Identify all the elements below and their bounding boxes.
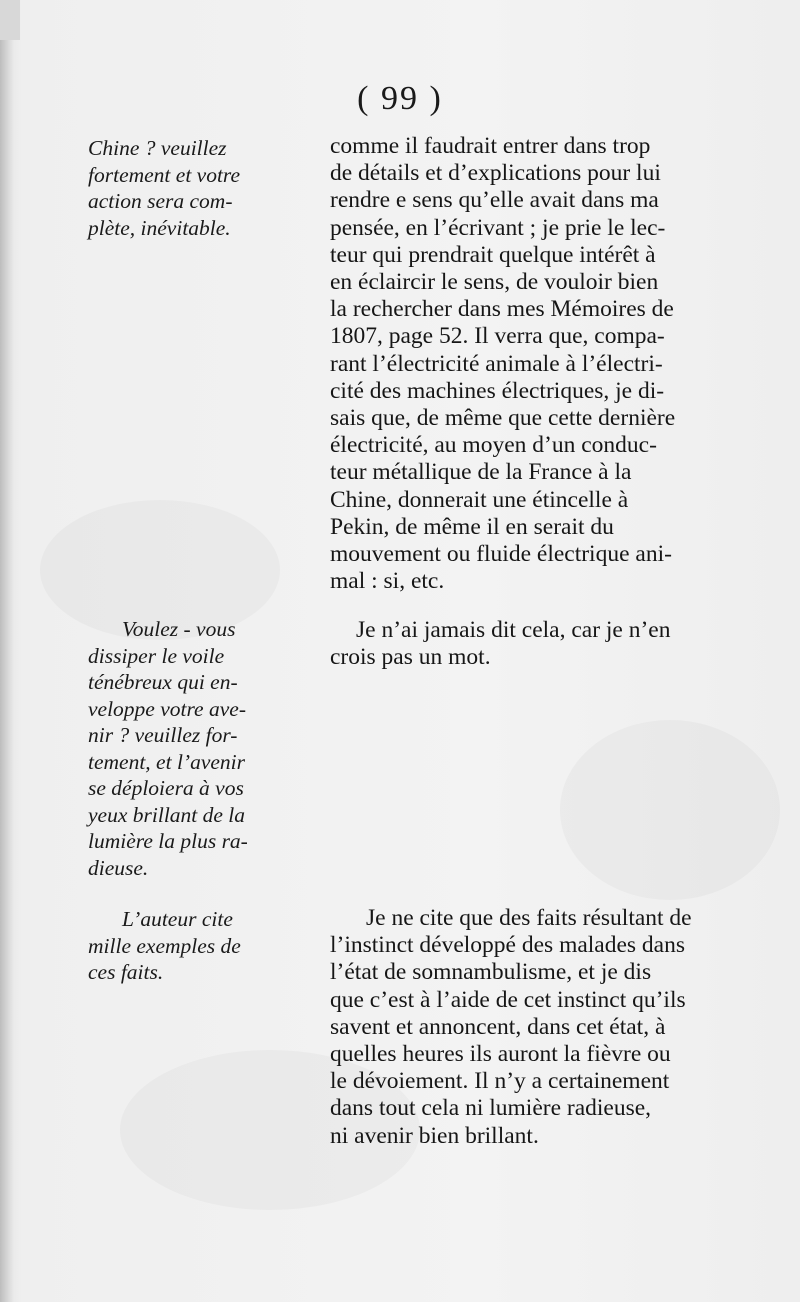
- note-line: Voulez - vous: [122, 617, 236, 641]
- body-line: Je n’ai jamais dit cela, car je n’en: [356, 617, 671, 643]
- note-line: mille exemples de: [88, 933, 241, 958]
- body-line: Je ne cite que des faits résultant de: [366, 905, 692, 931]
- body-line: la rechercher dans mes Mémoires de: [330, 296, 674, 323]
- body-line: teur métallique de la France à la: [330, 459, 632, 486]
- page-binding-edge: [0, 0, 14, 1302]
- body-line: ni avenir bien brillant.: [330, 1122, 539, 1149]
- note-line: L’auteur cite: [122, 907, 233, 931]
- body-line: l’état de somnambulisme, et je dis: [330, 959, 652, 986]
- note-line: tement, et l’avenir: [88, 749, 246, 774]
- body-line: 1807, page 52. Il verra que, compa-: [330, 323, 665, 350]
- note-line: dissiper le voile: [88, 643, 225, 668]
- margin-note-3: [88, 906, 300, 986]
- margin-note-2: [88, 616, 300, 881]
- body-line: quelles heures ils auront la fièvre ou: [330, 1041, 671, 1068]
- body-line: en éclaircir le sens, de vouloir bien: [330, 269, 659, 296]
- body-line: crois pas un mot.: [330, 644, 491, 671]
- note-line: action sera com-: [88, 189, 233, 213]
- body-line: mal : si, etc.: [330, 568, 445, 595]
- body-line: que c’est à l’aide de cet instinct qu’ils: [330, 986, 686, 1013]
- body-line: de détails et d’explications pour lui: [330, 160, 661, 187]
- note-line: se déploiera à vos: [88, 776, 244, 800]
- body-line: sais que, de même que cette dernière: [330, 405, 676, 432]
- body-line: électricité, au moyen d’un conduc-: [330, 432, 657, 459]
- paper-stain: [560, 720, 780, 900]
- note-line: lumière la plus ra-: [88, 829, 248, 853]
- note-line: Chine ? veuillez: [88, 136, 227, 160]
- note-line: yeux brillant de la: [88, 802, 246, 827]
- note-line: ténébreux qui en-: [88, 670, 238, 694]
- page-corner-tab: [0, 0, 20, 40]
- body-paragraph-3: [330, 905, 750, 1150]
- body-line: dans tout cela ni lumière radieuse,: [330, 1095, 652, 1122]
- note-line: ces faits.: [88, 960, 164, 984]
- body-paragraph-2: [330, 617, 750, 671]
- note-line: fortement et votre: [88, 162, 241, 187]
- body-line: cité des machines électriques, je di-: [330, 377, 665, 404]
- body-line: comme il faudrait entrer dans trop: [330, 133, 651, 159]
- body-line: rendre e sens qu’elle avait dans ma: [330, 187, 659, 214]
- body-line: rant l’électricité animale à l’électri-: [330, 350, 663, 377]
- body-line: mouvement ou fluide électrique ani-: [330, 541, 672, 568]
- note-line: dieuse.: [88, 855, 149, 880]
- body-paragraph-1: [330, 133, 750, 595]
- body-line: l’instinct développé des malades dans: [330, 932, 686, 959]
- body-line: Pekin, de même il en serait du: [330, 513, 614, 540]
- body-line: teur qui prendrait quelque intérêt à: [330, 241, 656, 268]
- body-line: Chine, donnerait une étincelle à: [330, 486, 629, 513]
- body-line: savent et annoncent, dans cet état, à: [330, 1013, 666, 1040]
- body-line: le dévoiement. Il n’y a certainement: [330, 1068, 670, 1095]
- note-line: plète, inévitable.: [88, 215, 231, 240]
- body-line: pensée, en l’écrivant ; je prie le lec-: [330, 214, 666, 241]
- page-number: ( 99 ): [357, 80, 443, 117]
- note-line: veloppe votre ave-: [88, 696, 246, 721]
- margin-note-1: [88, 135, 300, 241]
- note-line: nir ? veuillez for-: [88, 723, 238, 747]
